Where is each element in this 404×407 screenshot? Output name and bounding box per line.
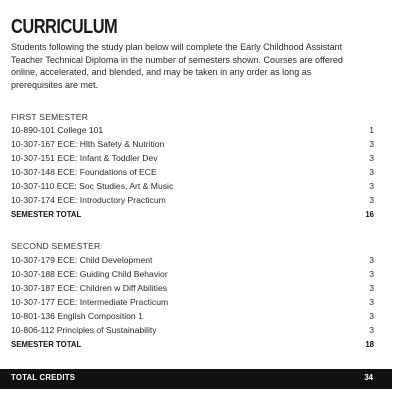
intro-line: prerequisites are met. [11, 79, 99, 90]
intro-line: Students following the study plan below will complete the Early Childhood Assistant [11, 42, 343, 52]
course-name: 10-307-148 ECE: Foundations of ECE [11, 167, 157, 177]
course-row [11, 324, 374, 337]
semester-total-row [11, 338, 374, 351]
course-name: 10-307-179 ECE: Child Development [11, 255, 153, 265]
course-credits: 3 [369, 269, 374, 279]
intro-paragraph [11, 41, 397, 91]
course-name: 10-307-187 ECE: Children w Diff Abilities [11, 283, 168, 293]
semester-total-value: 16 [365, 210, 374, 219]
course-credits: 3 [369, 181, 374, 191]
course-credits: 3 [369, 255, 374, 265]
course-row [11, 138, 374, 151]
course-row [11, 180, 374, 193]
course-name: 10-307-110 ECE: Soc Studies, Art & Music [11, 181, 174, 191]
course-row [11, 194, 374, 207]
course-name: 10-890-101 College 101 [11, 125, 104, 135]
intro-line: online, accelerated, and blended, and may be taken in any order as long as [11, 67, 312, 78]
semester-total-label: SEMESTER TOTAL [11, 210, 82, 219]
first-semester-heading: FIRST SEMESTER [11, 112, 89, 122]
semester-total-row [11, 208, 374, 221]
course-row [11, 310, 374, 323]
course-credits: 3 [369, 167, 374, 177]
course-credits: 3 [369, 311, 374, 321]
course-row [11, 254, 374, 267]
course-row [11, 268, 374, 281]
semester-total-label: SEMESTER TOTAL [11, 340, 82, 349]
course-credits: 3 [369, 195, 374, 205]
total-credits-label: TOTAL CREDITS [11, 373, 76, 382]
second-semester-heading: SECOND SEMESTER [11, 241, 101, 251]
course-name: 10-801-136 English Composition 1 [11, 311, 143, 321]
course-credits: 3 [369, 297, 374, 307]
course-credits: 3 [369, 325, 374, 335]
course-row [11, 166, 374, 179]
course-credits: 3 [369, 139, 374, 149]
course-name: 10-806-112 Principles of Sustainability [11, 325, 157, 335]
course-row [11, 152, 374, 165]
course-name: 10-307-167 ECE: Hlth Safety & Nutrition [11, 139, 165, 149]
total-credits-bar [0, 369, 392, 389]
intro-line: Teacher Technical Diploma in the number of semesters shown. Courses are offered [11, 54, 343, 65]
course-name: 10-307-151 ECE: Infant & Toddler Dev [11, 153, 158, 163]
course-name: 10-307-188 ECE: Guiding Child Behavior [11, 269, 168, 279]
semester-total-value: 18 [365, 340, 374, 349]
course-credits: 3 [369, 153, 374, 163]
course-name: 10-307-174 ECE: Introductory Practicum [11, 195, 166, 205]
page-title: CURRICULUM [11, 16, 118, 38]
course-credits: 1 [369, 125, 374, 135]
course-row [11, 296, 374, 309]
total-credits-value: 34 [364, 373, 373, 382]
course-name: 10-307-177 ECE: Intermediate Practicum [11, 297, 169, 307]
course-credits: 3 [369, 283, 374, 293]
course-row [11, 124, 374, 137]
course-row [11, 282, 374, 295]
